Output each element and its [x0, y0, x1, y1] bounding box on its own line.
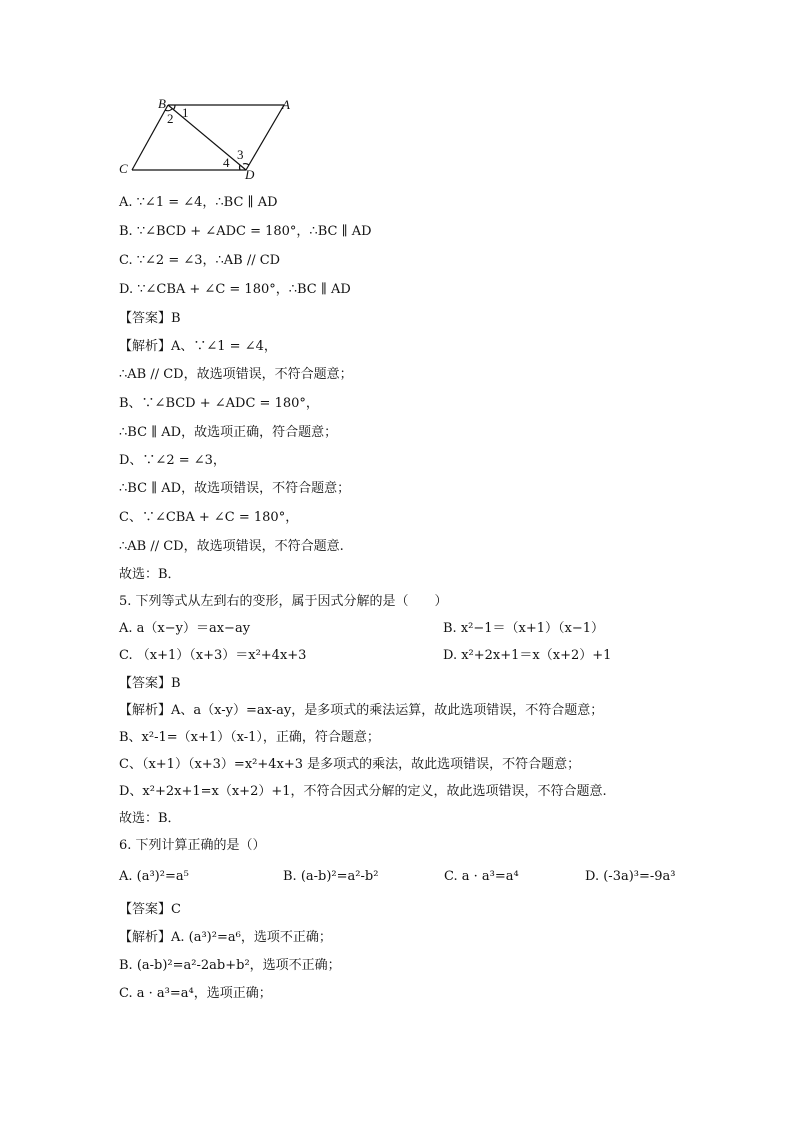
- point-label-A: A: [282, 97, 290, 112]
- q4-analysis-line-3: B、∵∠BCD + ∠ADC = 180°，: [119, 396, 319, 411]
- segment-BC: [132, 105, 168, 170]
- q6-option-b: B. (a-b)²=a²-b²: [283, 869, 379, 884]
- q5-analysis-line-1: 【解析】A、a（x-y）=ax-ay，是多项式的乘法运算，故此选项错误，不符合题意；: [119, 703, 604, 718]
- q4-analysis-line-2: ∴AB // CD，故选项错误，不符合题意；: [119, 367, 353, 382]
- q4-option-d: D. ∵∠CBA + ∠C = 180°，∴BC ∥ AD: [119, 282, 351, 297]
- q5-option-a: A. a（x−y）＝ax−ay: [119, 621, 251, 636]
- q6-option-a: A. (a³)²=a⁵: [119, 869, 189, 884]
- angle-label-3: 3: [237, 147, 244, 162]
- q4-option-c: C. ∵∠2 = ∠3，∴AB // CD: [119, 253, 281, 268]
- q5-option-b: B. x²−1＝（x+1）（x−1）: [443, 621, 605, 636]
- q6-answer: 【答案】C: [119, 902, 181, 917]
- q6-stem: 6. 下列计算正确的是（）: [119, 838, 266, 853]
- angle-label-1: 1: [182, 105, 189, 120]
- point-label-D: D: [245, 167, 255, 182]
- q4-answer: 【答案】B: [119, 311, 181, 326]
- angle-label-4: 4: [223, 155, 230, 170]
- q5-analysis-line-4: D、x²+2x+1=x（x+2）+1，不符合因式分解的定义，故此选项错误，不符合题意.: [119, 784, 607, 799]
- q4-analysis-line-8: ∴AB // CD，故选项错误，不符合题意.: [119, 539, 344, 554]
- figure-lines: [132, 105, 284, 170]
- q6-analysis-line-1: 【解析】A. (a³)²=a⁶，选项不正确；: [119, 930, 332, 945]
- q5-option-d: D. x²+2x+1＝x（x+2）+1: [443, 648, 612, 663]
- q6-option-c: C. a · a³=a⁴: [444, 869, 519, 884]
- q4-analysis-line-6: ∴BC ∥ AD，故选项错误，不符合题意；: [119, 481, 351, 496]
- q4-analysis-line-9: 故选：B．: [119, 567, 181, 582]
- q4-analysis-line-4: ∴BC ∥ AD，故选项正确，符合题意；: [119, 425, 338, 440]
- angle-arc-B: [173, 105, 175, 110]
- q4-analysis-line-7: C、∵∠CBA + ∠C = 180°，: [119, 510, 299, 525]
- parallelogram-figure: [112, 92, 312, 182]
- q4-analysis-line-1: 【解析】A、∵∠1 = ∠4，: [119, 339, 277, 354]
- angle-label-2: 2: [167, 111, 174, 126]
- q5-analysis-line-2: B、x²-1=（x+1）（x-1），正确，符合题意；: [119, 730, 380, 745]
- q4-option-b: B. ∵∠BCD + ∠ADC = 180°，∴BC ∥ AD: [119, 224, 372, 239]
- segment-AD: [246, 105, 284, 170]
- q5-analysis-line-5: 故选：B．: [119, 811, 181, 826]
- q6-analysis-line-3: C. a · a³=a⁴，选项正确；: [119, 986, 272, 1001]
- q6-option-d: D. (-3a)³=-9a³: [585, 869, 676, 884]
- segment-BD: [168, 105, 246, 170]
- angle-arc-D2: [243, 164, 249, 165]
- q5-answer: 【答案】B: [119, 676, 181, 691]
- point-label-B: B: [158, 96, 166, 111]
- q5-stem: 5. 下列等式从左到右的变形，属于因式分解的是（ ）: [119, 594, 448, 609]
- q6-analysis-line-2: B. (a-b)²=a²-2ab+b²，选项不正确；: [119, 958, 341, 973]
- q4-option-a: A. ∵∠1 = ∠4，∴BC ∥ AD: [119, 195, 278, 210]
- q5-option-c: C. （x+1）（x+3）＝x²+4x+3: [119, 648, 307, 663]
- q4-analysis-line-5: D、∵∠2 = ∠3，: [119, 453, 226, 468]
- point-label-C: C: [119, 161, 128, 176]
- q5-analysis-line-3: C、（x+1）（x+3）=x²+4x+3 是多项式的乘法，故此选项错误，不符合题意；: [119, 757, 581, 772]
